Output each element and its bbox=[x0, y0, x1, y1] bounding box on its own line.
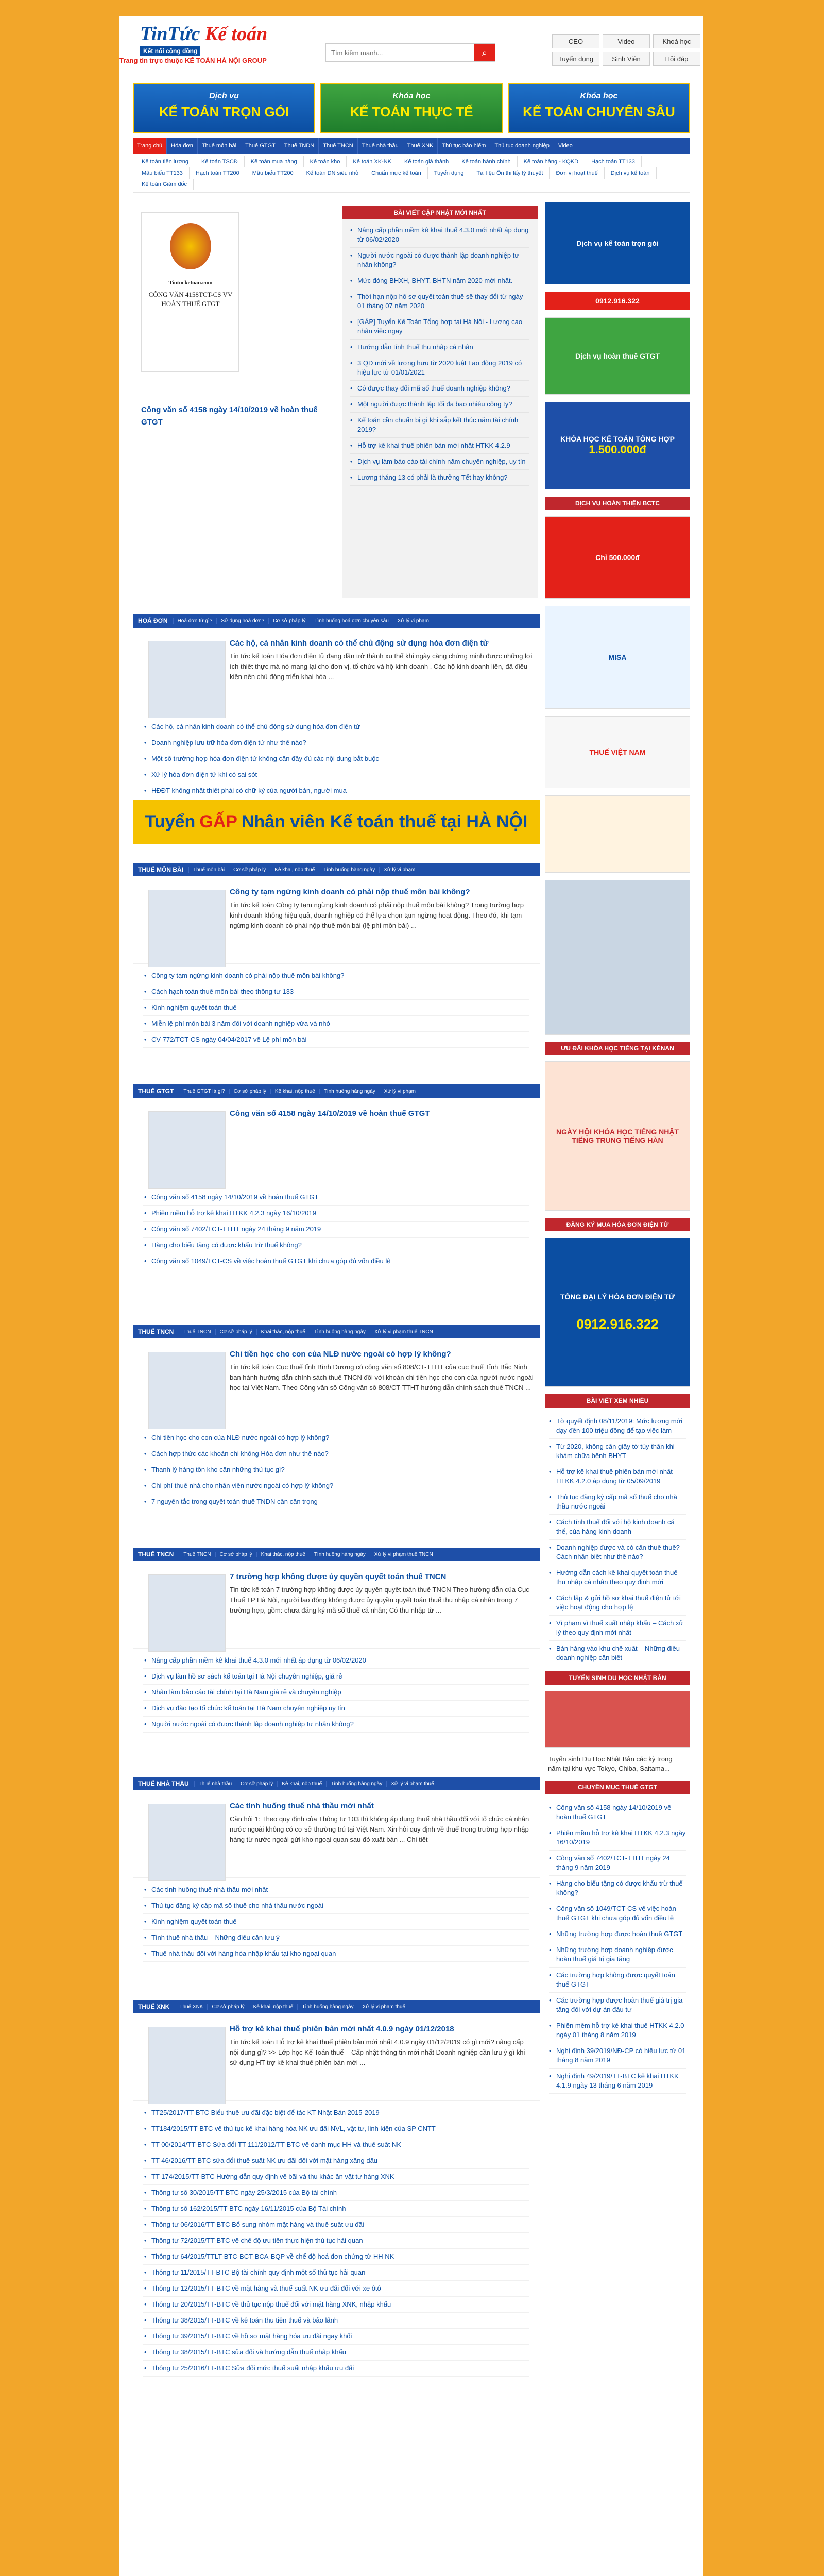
section-link[interactable]: • Hàng cho biếu tặng có được khấu trừ thuế không? bbox=[143, 1238, 529, 1253]
section-link[interactable]: • TT184/2015/TT-BTC về thủ tục kê khai hàng hóa NK ưu đãi NVL, vật tư, linh kiện của SP CNTT bbox=[143, 2121, 529, 2137]
ad-price: 1.500.000đ bbox=[589, 443, 646, 456]
header bbox=[119, 16, 703, 73]
ad-phone-text: 0912.916.322 bbox=[576, 1316, 659, 1332]
section-link[interactable]: • Thông tư 38/2015/TT-BTC sửa đổi và hướng dẫn thuế nhập khẩu bbox=[143, 2345, 529, 2361]
section-link[interactable]: • Kinh nghiệm quyết toán thuế bbox=[143, 1000, 529, 1016]
section-link[interactable]: • Thông tư 64/2015/TTLT-BTC-BCT-BCA-BQP về chế độ hoá đơn chứng từ HH NK bbox=[143, 2249, 529, 2265]
category-section bbox=[133, 1777, 540, 1966]
section-link[interactable]: • 7 nguyên tắc trong quyết toán thuế TNDN cần cần trọng bbox=[143, 1494, 529, 1510]
section-bar bbox=[133, 1777, 540, 1790]
section-tab[interactable]: Khai thác, nộp thuế bbox=[256, 1552, 310, 1557]
section-tab[interactable]: Tình huống hàng ngày bbox=[310, 1329, 370, 1335]
article-excerpt: Căn hỏi 1: Theo quy định của Thông tư 103 thì không áp dụng thuế nhà thầu đối với tổ chức cá nhân nước ngoài không có cơ sở thường trú tại Việt Nam. Xin hỏi quy định về thuế trong trường hợp nhập hàng từ nước ngoài gửi kho ngoại quan sau đó xuất bán ... Chi tiết bbox=[230, 1815, 529, 1843]
section-lead-article bbox=[133, 2013, 540, 2101]
section-tab[interactable]: Tình huống hàng ngày bbox=[319, 867, 379, 873]
section-link[interactable]: • TT 174/2015/TT-BTC Hướng dẫn quy định về bãi và thu khác ăn vật tư hàng XNK bbox=[143, 2169, 529, 2185]
ad-einvoice[interactable] bbox=[545, 1238, 690, 1387]
banner-line: KẾ TOÁN CHUYÊN SÂU bbox=[523, 104, 675, 120]
subnav-item[interactable]: Đơn vị hoạt thuế bbox=[550, 167, 604, 179]
section-tab[interactable]: Thuế GTGT là gì? bbox=[179, 1089, 229, 1094]
section-label[interactable]: THUẾ GTGT bbox=[133, 1084, 179, 1098]
article-thumbnail[interactable] bbox=[148, 1352, 226, 1429]
section-link[interactable]: • Nâng cấp phần mềm kê khai thuế 4.3.0 mới nhất áp dụng từ 06/02/2020 bbox=[143, 1653, 529, 1669]
section-tab[interactable]: Xử lý vi phạm thuế TNCN bbox=[370, 1329, 437, 1335]
section-list bbox=[133, 1426, 540, 1514]
banner-line: Khóa học bbox=[392, 92, 431, 100]
popular-post-link[interactable]: • Từ 2020, không cần giấy tờ tùy thân khi khám chữa bệnh BHYT bbox=[549, 1439, 686, 1464]
latest-post-link[interactable]: • Có được thay đổi mã số thuế doanh nghiệp không? bbox=[350, 381, 529, 397]
section-tab[interactable]: Tình huống hàng ngày bbox=[326, 1781, 386, 1787]
page-wrapper bbox=[119, 16, 703, 2576]
article-title[interactable]: Các hộ, cá nhân kinh doanh có thể chủ động sử dụng hóa đơn điện tử bbox=[230, 639, 489, 648]
gtgt-list bbox=[545, 1800, 690, 2099]
section-list bbox=[133, 964, 540, 1052]
section-tab[interactable]: Thuế TNCN bbox=[179, 1329, 215, 1335]
logo-main: TinTức bbox=[140, 23, 200, 45]
ad-text: Dịch vụ kế toán trọn gói bbox=[576, 239, 659, 247]
gtgt-post-link[interactable]: • Những trường hợp được hoàn thuế GTGT bbox=[549, 1926, 686, 1942]
section-link[interactable]: • Các tình huống thuế nhà thầu mới nhất bbox=[143, 1882, 529, 1898]
sub-nav bbox=[133, 154, 690, 193]
sidebar-heading: TUYỂN SINH DU HỌC NHẬT BẢN bbox=[545, 1671, 690, 1685]
popular-post-link[interactable]: • Bản hàng vào khu chế xuất – Những điều doanh nghiệp cần biết bbox=[549, 1641, 686, 1666]
subnav-item[interactable]: Dịch vụ kế toán bbox=[605, 167, 657, 179]
sidebar-heading: CHUYÊN MỤC THUẾ GTGT bbox=[545, 1781, 690, 1794]
section-link[interactable]: • Doanh nghiệp lưu trữ hóa đơn điện tử như thế nào? bbox=[143, 735, 529, 751]
ad-japan[interactable] bbox=[545, 1691, 690, 1748]
nav-item[interactable]: Thủ tục bảo hiểm bbox=[438, 138, 490, 154]
latest-post-link[interactable]: • Mức đóng BHXH, BHYT, BHTN năm 2020 mới nhất. bbox=[350, 273, 529, 289]
gtgt-post-link[interactable]: • Phiên mềm hỗ trợ kê khai thuế HTKK 4.2.0 ngày 01 tháng 8 năm 2019 bbox=[549, 2018, 686, 2043]
ad-vat-refund[interactable] bbox=[545, 317, 690, 395]
section-bar bbox=[133, 1084, 540, 1098]
article-excerpt: Tin tức kế toán Cục thuế tỉnh Bình Dương có công văn số 808/CT-TTHT của cục thuế Tỉnh Bắc Ninh ban hành hướng dẫn chính sách thuế TNCN đối với khoản chi tiền học cho con của người nước ngoài học tại Việt Nam. Theo Công văn số Công văn số 808/CT-TTHT hướng dẫn chính sách thuế TNCN ... bbox=[230, 1363, 534, 1392]
section-link[interactable]: • Thông tư 72/2015/TT-BTC về chế độ ưu tiên thực hiện thủ tục hải quan bbox=[143, 2233, 529, 2249]
section-label[interactable]: THUẾ MÔN BÀI bbox=[133, 863, 188, 876]
popular-list bbox=[545, 1414, 690, 1671]
section-lead-article bbox=[133, 1098, 540, 1185]
nav-home[interactable]: Trang chủ bbox=[133, 138, 167, 154]
section-link[interactable]: • Thông tư 25/2016/TT-BTC Sửa đổi mức thuế suất nhập khẩu ưu đãi bbox=[143, 2361, 529, 2377]
top-button-ceo[interactable]: CEO bbox=[552, 34, 599, 48]
top-button-jobs[interactable]: Tuyển dụng bbox=[552, 52, 599, 66]
banner-service[interactable] bbox=[133, 83, 315, 133]
main-nav bbox=[133, 138, 690, 154]
article-excerpt: Tin tức kế toán Công ty tạm ngừng kinh doanh có phải nộp thuế môn bài không? Trong trường hợp kinh doanh không hiệu quả, doanh nghiệp có thể lựa chọn tạm ngừng hoạt động. Theo đó, khi tạm ngừng kinh doanh có phải nộp thuế môn bài (lệ phí môn bài) ... bbox=[230, 901, 524, 929]
section-link[interactable]: • Thông tư 06/2016/TT-BTC Bổ sung nhóm mặt hàng và thuế suất ưu đãi bbox=[143, 2217, 529, 2233]
section-link[interactable]: • TT25/2017/TT-BTC Biểu thuế ưu đãi đặc biệt để tác KT Nhật Bản 2015-2019 bbox=[143, 2105, 529, 2121]
latest-post-link[interactable]: • Nâng cấp phần mềm kê khai thuế 4.3.0 mới nhất áp dụng từ 06/02/2020 bbox=[350, 223, 529, 248]
gtgt-post-link[interactable]: • Công văn số 4158 ngày 14/10/2019 về hoàn thuế GTGT bbox=[549, 1800, 686, 1825]
section-link[interactable]: • Thanh lý hàng tồn kho cần những thủ tục gì? bbox=[143, 1462, 529, 1478]
nav-item[interactable]: Thuế XNK bbox=[403, 138, 438, 154]
sidebar-heading: ƯU ĐÃI KHÓA HỌC TIẾNG TẠI KÉNAN bbox=[545, 1042, 690, 1055]
section-link[interactable]: • HĐĐT không nhất thiết phải có chữ ký của người bán, người mua bbox=[143, 783, 529, 799]
top-buttons bbox=[552, 34, 701, 66]
latest-post-link[interactable]: • Người nước ngoài có được thành lập doanh nghiệp tư nhân không? bbox=[350, 248, 529, 273]
section-link[interactable]: • Thông tư số 30/2015/TT-BTC ngày 25/3/2015 của Bộ tài chính bbox=[143, 2185, 529, 2201]
section-link[interactable]: • Thông tư số 162/2015/TT-BTC ngày 16/11/2015 của Bộ Tài chính bbox=[143, 2201, 529, 2217]
subnav-item[interactable]: Kế toán hành chính bbox=[455, 156, 517, 167]
gtgt-post-link[interactable]: • Những trường hợp doanh nghiệp được hoàn thuế giá trị gia tăng bbox=[549, 1942, 686, 1968]
section-tab[interactable]: Tình huống hàng ngày bbox=[319, 1089, 380, 1094]
section-link[interactable]: • Thông tư 20/2015/TT-BTC về thủ tục nộp thuế đối với mặt hàng XNK, nhập khẩu bbox=[143, 2297, 529, 2313]
subnav-item[interactable]: Kế toán hàng - KQKD bbox=[518, 156, 585, 167]
section-tab[interactable]: Khai thác, nộp thuế bbox=[256, 1329, 310, 1335]
latest-post-link[interactable]: • Thời hạn nộp hồ sơ quyết toán thuế sẽ thay đổi từ ngày 01 tháng 07 năm 2020 bbox=[350, 289, 529, 314]
section-bar bbox=[133, 863, 540, 876]
subnav-item[interactable]: Tài liệu Ôn thi lấy lý thuyết bbox=[470, 167, 550, 179]
section-tab[interactable]: Cơ sở pháp lý bbox=[236, 1781, 277, 1787]
section-link[interactable]: • Dịch vụ làm hồ sơ sách kế toán tại Hà Nội chuyên nghiệp, giá rẻ bbox=[143, 1669, 529, 1685]
gtgt-post-link[interactable]: • Các trường hợp không được quyết toán thuế GTGT bbox=[549, 1968, 686, 1993]
popular-post-link[interactable]: • Doanh nghiệp được và có cần thuế thuế? Cách nhận biết như thế nào? bbox=[549, 1540, 686, 1565]
category-section bbox=[133, 863, 540, 1052]
section-link[interactable]: • Chi tiền học cho con của NLĐ nước ngoài có hợp lý không? bbox=[143, 1430, 529, 1446]
recruit-highlight: GẤP bbox=[199, 811, 237, 832]
category-section bbox=[133, 2000, 540, 2381]
section-tab[interactable]: Kê khai, nộp thuế bbox=[270, 1089, 319, 1094]
section-list bbox=[133, 715, 540, 803]
latest-post-link[interactable]: • Hỗ trợ kê khai thuế phiên bản mới nhất HTKK 4.2.9 bbox=[350, 438, 529, 454]
ad-bctc[interactable] bbox=[545, 516, 690, 599]
section-lead-article bbox=[133, 1790, 540, 1878]
banner-line: Khóa học bbox=[580, 92, 618, 100]
ad-text: MISA bbox=[608, 653, 627, 662]
ad-tax-vn[interactable] bbox=[545, 716, 690, 788]
section-link[interactable]: • Thông tư 38/2015/TT-BTC về kê toán thu tiên thuế và bảo lãnh bbox=[143, 2313, 529, 2329]
article-title[interactable]: Công ty tạm ngừng kinh doanh có phải nộp thuế môn bài không? bbox=[230, 888, 470, 896]
section-lead-article bbox=[133, 1561, 540, 1649]
section-tab[interactable]: Xử lý vi phạm thuế TNCN bbox=[370, 1552, 437, 1557]
latest-post-link[interactable]: • Một người được thành lập tối đa bao nhiêu công ty? bbox=[350, 397, 529, 413]
logo-sub: Kế toán bbox=[204, 23, 268, 45]
section-label[interactable]: HOÁ ĐƠN bbox=[133, 614, 173, 628]
top-button-qa[interactable]: Hỏi đáp bbox=[653, 52, 700, 66]
section-bar bbox=[133, 1325, 540, 1338]
section-link[interactable]: • Thông tư 12/2015/TT-BTC về mặt hàng và thuế suất NK ưu đãi đối với xe ôtô bbox=[143, 2281, 529, 2297]
ad-language[interactable] bbox=[545, 1061, 690, 1211]
section-link[interactable]: • Công văn số 4158 ngày 14/10/2019 về hoàn thuế GTGT bbox=[143, 1190, 529, 1206]
section-tab[interactable]: Cơ sở pháp lý bbox=[229, 1089, 270, 1094]
section-link[interactable]: • Công ty tạm ngừng kinh doanh có phải nộp thuế môn bài không? bbox=[143, 968, 529, 984]
section-link[interactable]: • Phiên mềm hỗ trợ kê khai HTKK 4.2.3 ngày 16/10/2019 bbox=[143, 1206, 529, 1222]
section-link[interactable]: • Thuế nhà thầu đối với hàng hóa nhập khẩu tại kho ngoại quan bbox=[143, 1946, 529, 1962]
site-logo[interactable] bbox=[119, 23, 289, 64]
article-thumbnail[interactable] bbox=[148, 641, 226, 718]
latest-post-link[interactable]: • Hướng dẫn tính thuế thu nhập cá nhân bbox=[350, 340, 529, 355]
gtgt-post-link[interactable]: • Hàng cho biếu tặng có được khấu trừ thuế không? bbox=[549, 1876, 686, 1901]
article-thumbnail[interactable] bbox=[148, 1574, 226, 1652]
subnav-item[interactable]: Kế toán giá thành bbox=[398, 156, 455, 167]
popular-post-link[interactable]: • Cách tính thuế đối với hộ kinh doanh cá thể, của hàng kinh doanh bbox=[549, 1515, 686, 1540]
section-tab[interactable]: Cơ sở pháp lý bbox=[229, 867, 270, 873]
recruit-banner[interactable] bbox=[133, 800, 540, 844]
section-link[interactable]: • Chi phí thuê nhà cho nhân viên nước ngoài có hợp lý không? bbox=[143, 1478, 529, 1494]
nav-item[interactable]: Video bbox=[554, 138, 577, 154]
japan-text: Tuyển sinh Du Học Nhật Bản các kỳ trong năm tại khu vực Tokyo, Chiba, Saitama... bbox=[548, 1755, 673, 1772]
latest-posts-title: BÀI VIẾT CẬP NHẬT MỚI NHẤT bbox=[342, 206, 538, 219]
section-lead-article bbox=[133, 876, 540, 964]
section-lead-article bbox=[133, 628, 540, 715]
section-tab[interactable]: Tình huống hàng ngày bbox=[297, 2004, 357, 2010]
section-link[interactable]: • Dịch vụ đào tạo tổ chức kế toán tại Hà Nam chuyên nghiệp uy tín bbox=[143, 1701, 529, 1717]
section-link[interactable]: • Kinh nghiệm quyết toán thuế bbox=[143, 1914, 529, 1930]
section-tab[interactable]: Kê khai, nộp thuế bbox=[270, 867, 319, 873]
section-tab[interactable]: Thuế môn bài bbox=[188, 867, 229, 873]
gtgt-post-link[interactable]: • Các trường hợp được hoàn thuế giá trị gia tăng đối với dự án đầu tư bbox=[549, 1993, 686, 2018]
emblem-icon bbox=[170, 223, 211, 269]
section-tab[interactable]: Xử lý vi phạm bbox=[379, 867, 419, 873]
article-title[interactable]: Chi tiền học cho con của NLĐ nước ngoài có hợp lý không? bbox=[230, 1350, 451, 1359]
section-link[interactable]: • Thông tư 11/2015/TT-BTC Bộ tài chính quy định một số thủ tục hải quan bbox=[143, 2265, 529, 2281]
section-bar bbox=[133, 2000, 540, 2013]
search-box bbox=[325, 43, 495, 62]
featured-title[interactable]: Công văn số 4158 ngày 14/10/2019 về hoàn thuế GTGT bbox=[141, 405, 318, 427]
popular-post-link[interactable]: • Vì phạm vì thuế xuất nhập khẩu – Cách xử lý theo quy định mới nhất bbox=[549, 1616, 686, 1641]
latest-post-link[interactable]: • Kế toán cần chuẩn bị gì khi sắp kết thúc năm tài chính 2019? bbox=[350, 413, 529, 438]
recruit-pre: Tuyển bbox=[145, 811, 196, 832]
banner-line: KẾ TOÁN THỰC TẾ bbox=[350, 104, 473, 120]
nav-item[interactable]: Thủ tục doanh nghiệp bbox=[490, 138, 554, 154]
banner-line: KẾ TOÁN TRỌN GÓI bbox=[159, 104, 289, 120]
search-icon: ⌕ bbox=[482, 47, 488, 58]
nav-item[interactable]: Thuế môn bài bbox=[198, 138, 241, 154]
section-tab[interactable]: Xử lý vi phạm bbox=[380, 1089, 420, 1094]
logo-slogan: Trang tin trực thuộc KẾ TOÁN HÀ NỘI GROUP bbox=[119, 57, 267, 64]
ad-text: TỔNG ĐẠI LÝ HÓA ĐƠN ĐIỆN TỬ bbox=[560, 1292, 675, 1301]
subnav-item[interactable]: Kế toán tiền lương bbox=[135, 156, 195, 167]
section-tab[interactable]: Thuế TNCN bbox=[179, 1552, 215, 1557]
section-label[interactable]: THUẾ NHÀ THẦU bbox=[133, 1777, 194, 1790]
gtgt-post-link[interactable]: • Phiên mềm hỗ trợ kê khai HTKK 4.2.3 ngày 16/10/2019 bbox=[549, 1825, 686, 1851]
category-section bbox=[133, 1325, 540, 1514]
gtgt-post-link[interactable]: • Công văn số 1049/TCT-CS về việc hoàn thuế GTGT khi chưa góp đủ vốn điều lệ bbox=[549, 1901, 686, 1926]
section-tab[interactable]: Cơ sở pháp lý bbox=[268, 618, 310, 624]
subnav-item[interactable]: Chuẩn mực kế toán bbox=[365, 167, 428, 179]
ad-text: THUẾ VIỆT NAM bbox=[589, 748, 646, 756]
subnav-item[interactable]: Kế toán Giám đốc bbox=[135, 179, 194, 190]
featured-block bbox=[133, 202, 540, 604]
article-title[interactable]: Các tình huống thuế nhà thầu mới nhất bbox=[230, 1802, 374, 1810]
ad-misa[interactable] bbox=[545, 606, 690, 709]
section-list bbox=[133, 1185, 540, 1274]
subnav-item[interactable]: Kế toán DN siêu nhỏ bbox=[300, 167, 366, 179]
section-tab[interactable]: Sử dụng hoá đơn? bbox=[216, 618, 268, 624]
nav-item[interactable]: Thuế nhà thầu bbox=[358, 138, 403, 154]
section-link[interactable]: • Công văn số 7402/TCT-TTHT ngày 24 tháng 9 năm 2019 bbox=[143, 1222, 529, 1238]
popular-post-link[interactable]: • Thủ tục đăng ký cấp mã số thuế cho nhà thầu nước ngoài bbox=[549, 1489, 686, 1515]
article-thumbnail[interactable] bbox=[148, 1804, 226, 1881]
section-label[interactable]: THUẾ XNK bbox=[133, 2000, 175, 2013]
subnav-item[interactable]: Tuyển dụng bbox=[428, 167, 471, 179]
article-thumbnail[interactable] bbox=[148, 890, 226, 967]
top-button-students[interactable]: Sinh Viên bbox=[603, 52, 650, 66]
section-link[interactable]: • Miễn lệ phí môn bài 3 năm đối với doanh nghiệp vừa và nhỏ bbox=[143, 1016, 529, 1032]
sidebar bbox=[545, 202, 690, 2099]
section-list bbox=[133, 1878, 540, 1966]
section-tab[interactable]: Kê khai, nộp thuế bbox=[277, 1781, 326, 1787]
sidebar-heading: BÀI VIẾT XEM NHIỀU bbox=[545, 1394, 690, 1408]
section-link[interactable]: • TT 00/2014/TT-BTC Sửa đổi TT 111/2012/TT-BTC về danh mục HH và thuế suất NK bbox=[143, 2137, 529, 2153]
top-button-video[interactable]: Video bbox=[603, 34, 650, 48]
search-button[interactable] bbox=[474, 44, 495, 61]
section-link[interactable]: • TT 46/2016/TT-BTC sửa đổi thuế suất NK ưu đãi đối với mặt hàng xăng dầu bbox=[143, 2153, 529, 2169]
popular-post-link[interactable]: • Hướng dẫn cách kê khai quyết toán thuế thu nhập cá nhân theo quy định mới bbox=[549, 1565, 686, 1590]
logo-bar: Kết nối cộng đồng bbox=[140, 46, 200, 56]
featured-image[interactable] bbox=[141, 212, 239, 372]
section-tab[interactable]: Tình huống hàng ngày bbox=[310, 1552, 370, 1557]
section-link[interactable]: • Cách hợp thức các khoản chi không Hóa đơn như thế nào? bbox=[143, 1446, 529, 1462]
popular-post-link[interactable]: • Tờ quyết định 08/11/2019: Mức lương mới dạy đền 100 triệu đồng để tạo việc làm bbox=[549, 1414, 686, 1439]
popular-post-link[interactable]: • Cách lập & gửi hồ sơ khai thuế điện tử tới việc hoạt động cho hợp lệ bbox=[549, 1590, 686, 1616]
section-link[interactable]: • Thủ tục đăng ký cấp mã số thuế cho nhà thầu nước ngoài bbox=[143, 1898, 529, 1914]
section-tab[interactable]: Cơ sở pháp lý bbox=[207, 2004, 248, 2010]
section-tab[interactable]: Xử lý vi phạm thuế bbox=[386, 1781, 438, 1787]
latest-post-link[interactable]: • Lương tháng 13 có phải là thưởng Tết hay không? bbox=[350, 470, 529, 486]
latest-posts bbox=[342, 206, 538, 598]
subnav-item[interactable]: Hạch toán TT133 bbox=[585, 156, 642, 167]
article-title[interactable]: 7 trường hợp không được ủy quyền quyết toán thuế TNCN bbox=[230, 1572, 447, 1581]
section-link[interactable]: • Thông tư 39/2015/TT-BTC về hồ sơ mặt hàng hóa ưu đãi ngay khối bbox=[143, 2329, 529, 2345]
featured-image-title: Tintucketoan.com bbox=[168, 280, 213, 286]
nav-item[interactable]: Thuế TNCN bbox=[319, 138, 357, 154]
nav-item[interactable]: Thuế GTGT bbox=[241, 138, 280, 154]
gtgt-post-link[interactable]: • Nghị định 39/2019/NĐ-CP có hiệu lực từ 01 tháng 8 năm 2019 bbox=[549, 2043, 686, 2069]
section-tab[interactable]: Xử lý vi phạm thuế bbox=[358, 2004, 409, 2010]
sidebar-heading: DỊCH VỤ HOÀN THIỆN BCTC bbox=[545, 497, 690, 510]
banner-advanced[interactable] bbox=[508, 83, 690, 133]
gtgt-post-link[interactable]: • Nghị định 49/2019/TT-BTC kê khai HTKK 4.1.9 ngày 13 tháng 6 năm 2019 bbox=[549, 2069, 686, 2094]
section-list bbox=[133, 2101, 540, 2381]
gtgt-post-link[interactable]: • Công văn số 7402/TCT-TTHT ngày 24 tháng 9 năm 2019 bbox=[549, 1851, 686, 1876]
section-tab[interactable]: Cơ sở pháp lý bbox=[215, 1552, 256, 1557]
recruit-post: Nhân viên Kế toán thuế tại HÀ NỘI bbox=[241, 811, 528, 832]
sidebar-heading: ĐĂNG KÝ MUA HÓA ĐƠN ĐIỆN TỬ bbox=[545, 1218, 690, 1231]
subnav-item[interactable]: Kế toán mua hàng bbox=[245, 156, 304, 167]
ad-phone[interactable] bbox=[545, 292, 690, 310]
section-bar bbox=[133, 614, 540, 628]
nav-item[interactable]: Hóa đơn bbox=[167, 138, 198, 154]
subnav-item[interactable]: Hạch toán TT200 bbox=[190, 167, 246, 179]
ad-accounting-service[interactable] bbox=[545, 202, 690, 284]
article-excerpt: Tin tức kế toán Hỗ trợ kê khai thuế phiên bản mới nhất 4.0.9 ngày 01/12/2019 có gì mới? nâng cấp nội dung gì? >> Lớp học Kế Toán thuế – Cấp nhật thông tin mới nhất Doanh nghiệp cần lưu ý gì khi sử dụng HT trợ kê khai thuế phiên bản mới ... bbox=[230, 2038, 525, 2066]
section-link[interactable]: • Tính thuế nhà thầu – Những điều cần lưu ý bbox=[143, 1930, 529, 1946]
subnav-item[interactable]: Kế toán kho bbox=[304, 156, 347, 167]
category-section bbox=[133, 1084, 540, 1274]
section-tab[interactable]: Kê khai, nộp thuế bbox=[249, 2004, 298, 2010]
nav-item[interactable]: Thuế TNDN bbox=[280, 138, 319, 154]
search-input[interactable] bbox=[326, 44, 474, 61]
subnav-item[interactable]: Mẫu biểu TT133 bbox=[135, 167, 190, 179]
section-tab[interactable]: Xử lý vi phạm bbox=[393, 618, 433, 624]
section-bar bbox=[133, 1548, 540, 1561]
section-tab[interactable]: Cơ sở pháp lý bbox=[215, 1329, 256, 1335]
section-label[interactable]: THUẾ TNCN bbox=[133, 1325, 179, 1338]
subnav-item[interactable]: Kế toán XK-NK bbox=[347, 156, 398, 167]
section-tab[interactable]: Thuế XNK bbox=[175, 2004, 207, 2010]
section-link[interactable]: • CV 772/TCT-CS ngày 04/04/2017 về Lệ phí môn bài bbox=[143, 1032, 529, 1048]
ad-text: NGÀY HỘI KHÓA HỌC TIẾNG NHẬT TIẾNG TRUNG TIẾNG HÀN bbox=[556, 1128, 679, 1144]
category-section bbox=[133, 1548, 540, 1737]
ad-download[interactable] bbox=[545, 795, 690, 873]
subnav-item[interactable]: Mẫu biểu TT200 bbox=[246, 167, 300, 179]
section-tab[interactable]: Thuế nhà thầu bbox=[194, 1781, 236, 1787]
ad-text: Dịch vụ hoàn thuế GTGT bbox=[575, 352, 660, 360]
section-tab[interactable]: Hoá đơn từ gì? bbox=[173, 618, 217, 624]
article-excerpt: Tin tức kế toán Hóa đơn điện tử đang dần trở thành xu thế khi ngày càng chứng minh được những lợi ích thiết thực mà nó mang lại cho đơn vị, tổ chức và hộ kinh doanh . Các hộ kinh doanh liên, đã điều kiện nên chủ động triển khai hóa ... bbox=[230, 652, 533, 681]
banner-practical[interactable] bbox=[320, 83, 503, 133]
ad-tax-office[interactable] bbox=[545, 880, 690, 1035]
latest-list bbox=[342, 219, 538, 489]
banner-line: Dịch vụ bbox=[209, 92, 239, 100]
popular-post-link[interactable]: • Hỗ trợ kê khai thuế phiên bản mới nhất HTKK 4.2.0 áp dụng từ 05/09/2019 bbox=[549, 1464, 686, 1489]
article-thumbnail[interactable] bbox=[148, 1111, 226, 1189]
featured-image-text: CÔNG VĂN 4158TCT-CS VV HOÀN THUẾ GTGT bbox=[148, 291, 233, 308]
section-link[interactable]: • Các hộ, cá nhân kinh doanh có thể chủ động sử dụng hóa đơn điện tử bbox=[143, 719, 529, 735]
latest-post-link[interactable]: • [GÁP] Tuyển Kế Toán Tổng hợp tại Hà Nội - Lương cao nhận việc ngay bbox=[350, 314, 529, 340]
section-link[interactable]: • Công văn số 1049/TCT-CS về việc hoàn thuế GTGT khi chưa góp đủ vốn điều lệ bbox=[143, 1253, 529, 1269]
ad-text: 0912.916.322 bbox=[595, 297, 640, 305]
category-section bbox=[133, 614, 540, 803]
article-title[interactable]: Công văn số 4158 ngày 14/10/2019 về hoàn thuế GTGT bbox=[230, 1109, 430, 1118]
ad-text: KHÓA HỌC KẾ TOÁN TỔNG HỢP bbox=[560, 435, 675, 443]
ad-text: Chỉ 500.000đ bbox=[595, 553, 640, 562]
latest-post-link[interactable]: • 3 QĐ mới về lương hưu từ 2020 luật Lao động 2019 có hiệu lực từ 01/01/2021 bbox=[350, 355, 529, 381]
section-link[interactable]: • Xử lý hóa đơn điện tử khi có sai sót bbox=[143, 767, 529, 783]
section-link[interactable]: • Người nước ngoài có được thành lập doanh nghiệp tư nhân không? bbox=[143, 1717, 529, 1733]
promo-banner bbox=[133, 83, 690, 133]
section-lead-article bbox=[133, 1338, 540, 1426]
subnav-item[interactable]: Kế toán TSCĐ bbox=[195, 156, 245, 167]
article-excerpt: Tin tức kế toán 7 trường hợp không được ủy quyền quyết toán thuế TNCN Theo hướng dẫn của Cục Thuế TP Hà Nội, người lao động không được ủy quyền quyết toán thuế thu nhập cá nhân trong 7 trường hợp, gồm: chưa đăng ký mã số thuế cá nhân; Có thu nhập từ ... bbox=[230, 1586, 529, 1614]
top-button-courses[interactable]: Khoá học bbox=[653, 34, 700, 48]
section-tab[interactable]: Tình huống hoá đơn chuyên sâu bbox=[310, 618, 392, 624]
section-link[interactable]: • Cách hạch toán thuế môn bài theo thông tư 133 bbox=[143, 984, 529, 1000]
section-list bbox=[133, 1649, 540, 1737]
section-link[interactable]: • Nhân làm bảo cáo tài chính tại Hà Nam giá rẻ và chuyên nghiệp bbox=[143, 1685, 529, 1701]
section-label[interactable]: THUẾ TNCN bbox=[133, 1548, 179, 1561]
article-thumbnail[interactable] bbox=[148, 2027, 226, 2104]
latest-post-link[interactable]: • Dịch vụ làm báo cáo tài chính năm chuyên nghiệp, uy tín bbox=[350, 454, 529, 470]
article-title[interactable]: Hỗ trợ kê khai thuế phiên bản mới nhất 4.0.9 ngày 01/12/2018 bbox=[230, 2025, 454, 2033]
section-link[interactable]: • Một số trường hợp hóa đơn điện tử không cần đầy đủ các nội dung bắt buộc bbox=[143, 751, 529, 767]
ad-course[interactable] bbox=[545, 402, 690, 489]
